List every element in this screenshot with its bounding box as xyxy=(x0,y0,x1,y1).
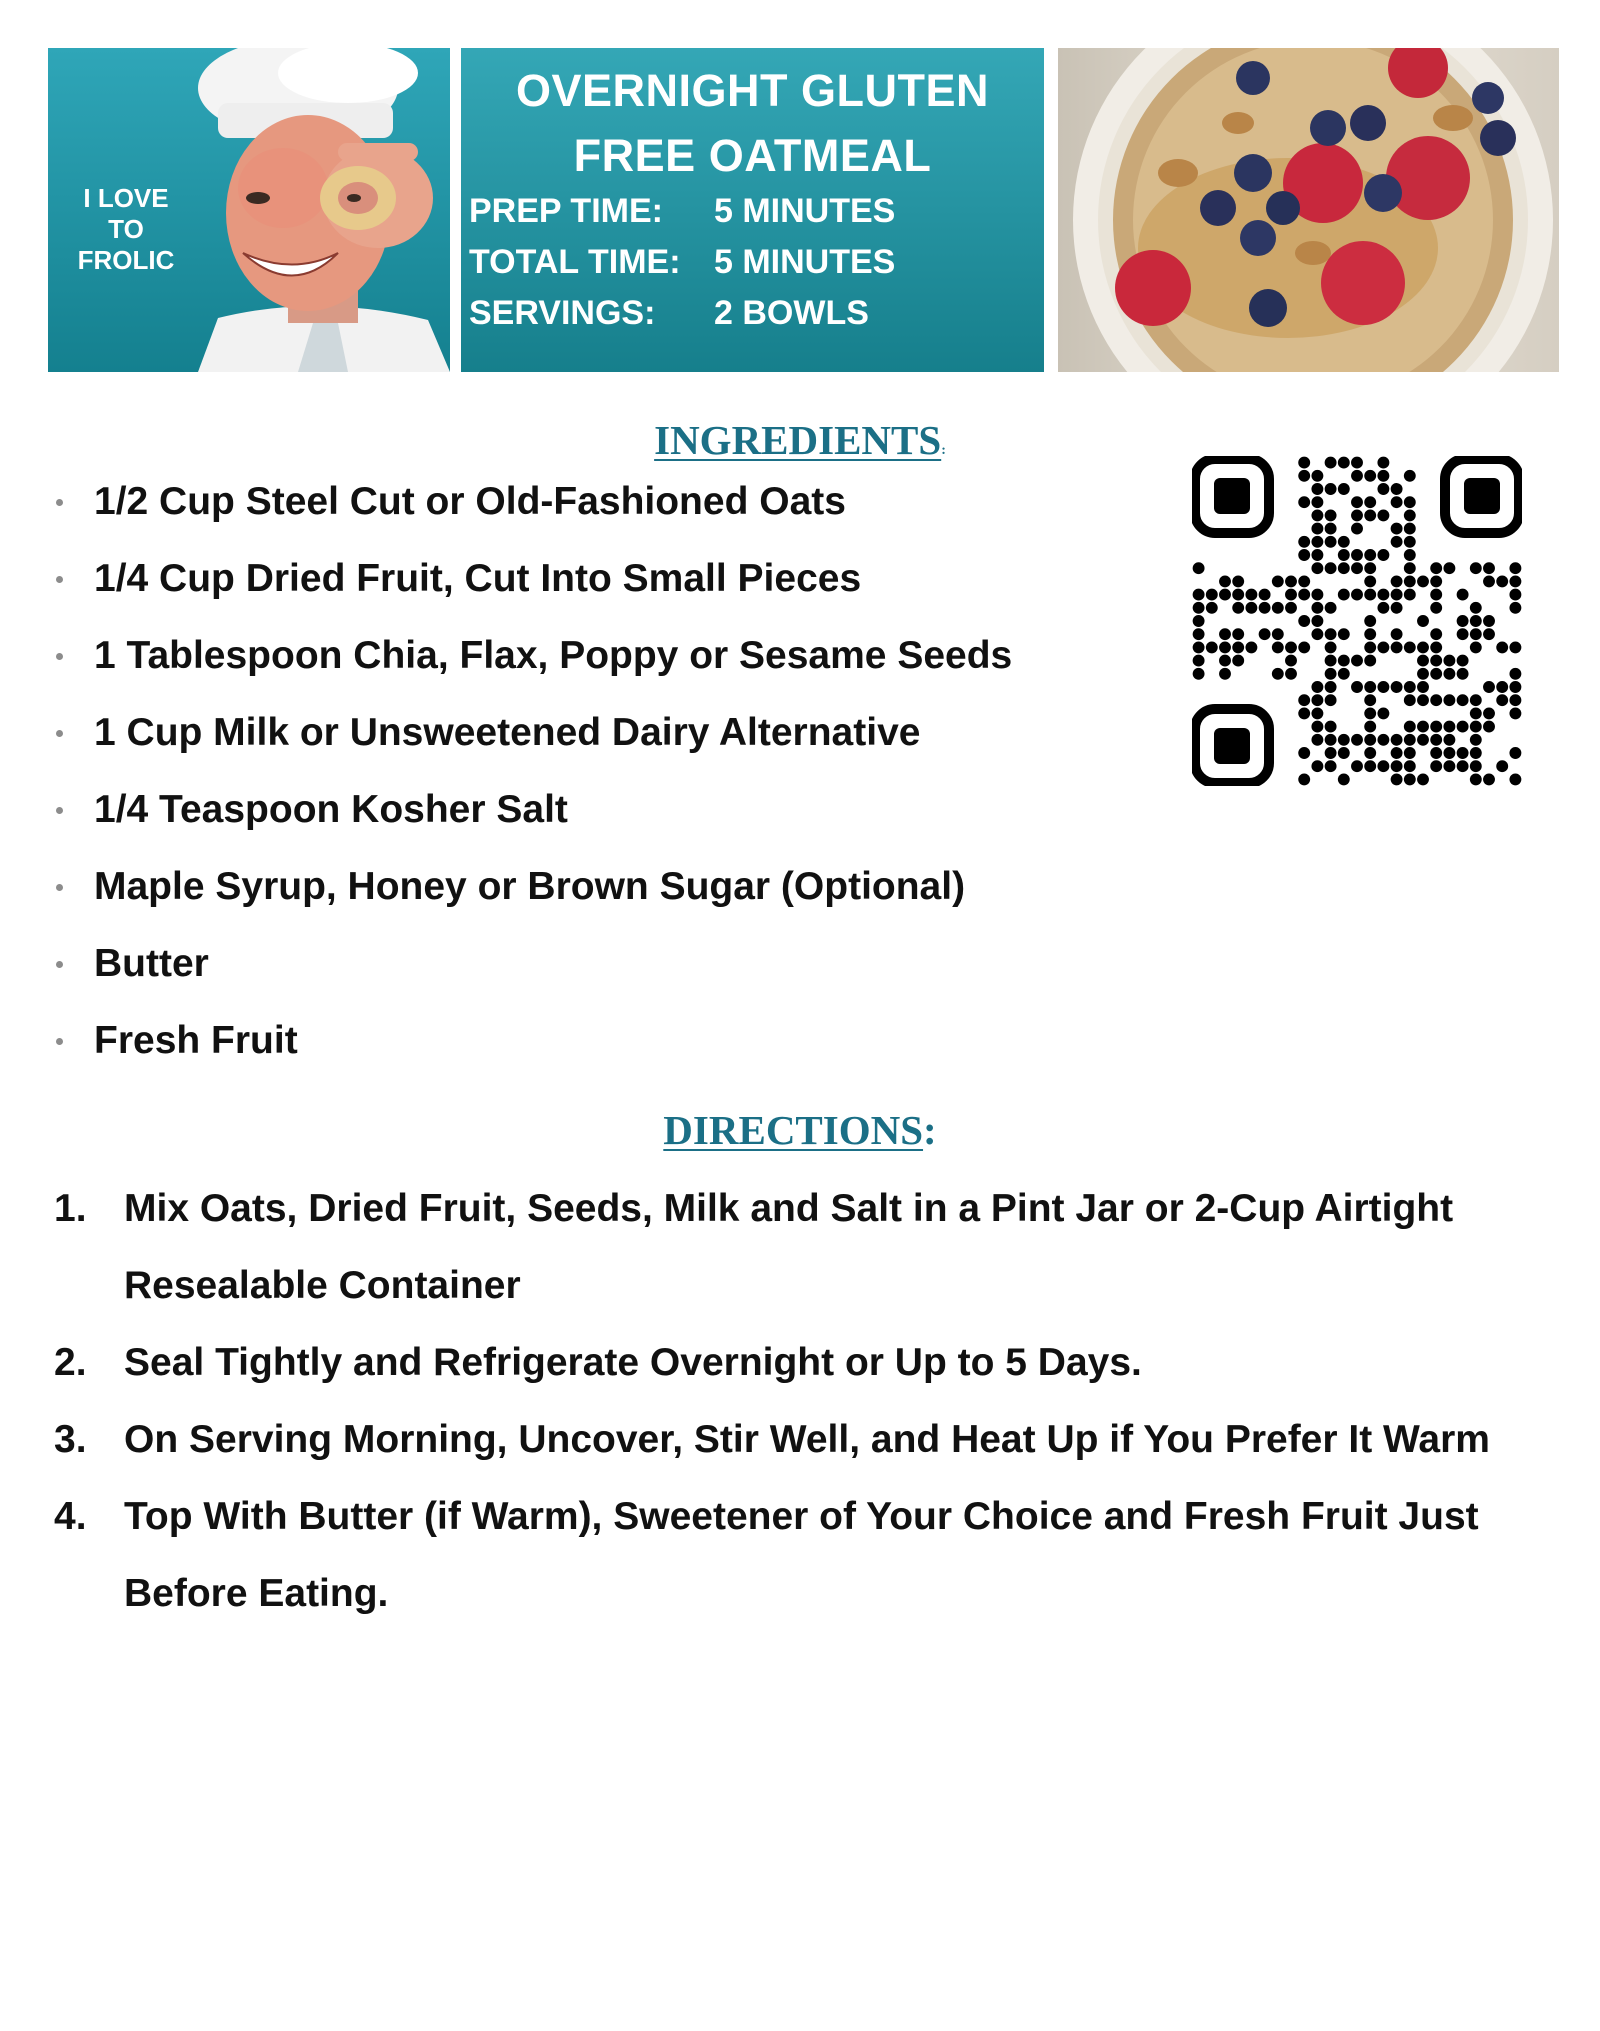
qr-module xyxy=(1496,760,1508,772)
meta-label: PREP TIME: xyxy=(469,192,663,230)
qr-module xyxy=(1364,562,1376,574)
qr-module xyxy=(1193,589,1205,601)
qr-module xyxy=(1430,655,1442,667)
direction-step xyxy=(54,1401,1554,1478)
qr-module xyxy=(1391,589,1403,601)
qr-module xyxy=(1391,523,1403,535)
qr-module xyxy=(1443,655,1455,667)
qr-module xyxy=(1417,734,1429,746)
qr-module xyxy=(1193,641,1205,653)
qr-module xyxy=(1298,457,1310,469)
qr-module xyxy=(1364,470,1376,482)
step-text: Seal Tightly and Refrigerate Overnight or Up to 5 Days. xyxy=(124,1341,1142,1384)
qr-module xyxy=(1417,721,1429,733)
qr-module xyxy=(1443,734,1455,746)
qr-module xyxy=(1351,457,1363,469)
qr-module xyxy=(1457,721,1469,733)
qr-module xyxy=(1430,562,1442,574)
qr-module xyxy=(1443,760,1455,772)
qr-module xyxy=(1430,694,1442,706)
qr-module xyxy=(1404,773,1416,785)
step-number: 4. xyxy=(54,1495,87,1538)
qr-module xyxy=(1430,575,1442,587)
qr-module xyxy=(1457,615,1469,627)
qr-module xyxy=(1311,483,1323,495)
qr-module xyxy=(1470,641,1482,653)
qr-module xyxy=(1298,707,1310,719)
qr-module xyxy=(1457,589,1469,601)
qr-module xyxy=(1377,470,1389,482)
step-text: On Serving Morning, Uncover, Stir Well, and Heat Up if You Prefer It Warm xyxy=(124,1418,1490,1461)
brand-line: I LOVE xyxy=(83,183,169,213)
qr-module xyxy=(1325,641,1337,653)
qr-module xyxy=(1470,760,1482,772)
list-item: 1 Tablespoon Chia, Flax, Poppy or Sesame Seeds xyxy=(56,624,1012,701)
qr-module xyxy=(1509,589,1521,601)
qr-module xyxy=(1245,602,1257,614)
list-item: 1/4 Teaspoon Kosher Salt xyxy=(56,778,1012,855)
qr-module xyxy=(1338,589,1350,601)
qr-module xyxy=(1272,575,1284,587)
qr-module xyxy=(1496,681,1508,693)
recipe-info-panel xyxy=(461,48,1044,372)
qr-module xyxy=(1364,628,1376,640)
recipe-title-line: OVERNIGHT GLUTEN xyxy=(515,65,989,116)
direction-step xyxy=(54,1478,1554,1632)
directions-list xyxy=(54,1170,1554,1632)
servings-row xyxy=(469,288,869,338)
qr-module xyxy=(1483,707,1495,719)
qr-module xyxy=(1364,747,1376,759)
qr-module xyxy=(1325,655,1337,667)
qr-module xyxy=(1351,562,1363,574)
qr-module xyxy=(1483,575,1495,587)
qr-module xyxy=(1483,721,1495,733)
qr-module xyxy=(1285,575,1297,587)
ingredients-heading-text: INGREDIENTS xyxy=(654,417,942,463)
qr-module xyxy=(1509,747,1521,759)
qr-module xyxy=(1298,615,1310,627)
qr-module xyxy=(1443,668,1455,680)
qr-module xyxy=(1311,562,1323,574)
qr-module xyxy=(1430,602,1442,614)
qr-module xyxy=(1325,694,1337,706)
qr-module xyxy=(1404,562,1416,574)
qr-module xyxy=(1364,641,1376,653)
qr-module xyxy=(1430,628,1442,640)
qr-module xyxy=(1430,721,1442,733)
qr-module xyxy=(1391,536,1403,548)
qr-module xyxy=(1193,655,1205,667)
qr-module xyxy=(1430,668,1442,680)
qr-module xyxy=(1404,509,1416,521)
ingredients-list xyxy=(56,470,1012,1086)
ingredients-heading-colon: : xyxy=(941,443,946,458)
qr-module xyxy=(1404,734,1416,746)
qr-module xyxy=(1311,602,1323,614)
qr-module xyxy=(1311,707,1323,719)
qr-module xyxy=(1404,681,1416,693)
directions-heading-colon: : xyxy=(923,1107,937,1153)
qr-module xyxy=(1391,747,1403,759)
qr-module xyxy=(1272,602,1284,614)
qr-module xyxy=(1364,575,1376,587)
list-item: Maple Syrup, Honey or Brown Sugar (Optional) xyxy=(56,855,1012,932)
qr-module xyxy=(1298,641,1310,653)
qr-module xyxy=(1417,655,1429,667)
qr-module xyxy=(1351,734,1363,746)
qr-module xyxy=(1325,760,1337,772)
qr-module xyxy=(1232,589,1244,601)
qr-module xyxy=(1377,509,1389,521)
qr-module xyxy=(1404,549,1416,561)
qr-module xyxy=(1417,668,1429,680)
qr-module xyxy=(1338,483,1350,495)
qr-module xyxy=(1232,575,1244,587)
qr-module xyxy=(1298,496,1310,508)
qr-module xyxy=(1404,496,1416,508)
qr-module xyxy=(1351,470,1363,482)
qr-module xyxy=(1391,575,1403,587)
qr-module xyxy=(1338,773,1350,785)
qr-module xyxy=(1272,628,1284,640)
qr-module xyxy=(1391,681,1403,693)
qr-module xyxy=(1404,747,1416,759)
step-number: 3. xyxy=(54,1418,87,1461)
qr-module xyxy=(1325,681,1337,693)
qr-module xyxy=(1364,496,1376,508)
qr-module xyxy=(1325,628,1337,640)
qr-module xyxy=(1311,615,1323,627)
qr-module xyxy=(1509,694,1521,706)
qr-module xyxy=(1430,589,1442,601)
total-time-row xyxy=(469,237,895,287)
qr-module xyxy=(1430,734,1442,746)
qr-module xyxy=(1509,575,1521,587)
qr-module xyxy=(1219,589,1231,601)
qr-module xyxy=(1391,760,1403,772)
qr-module xyxy=(1470,694,1482,706)
qr-module xyxy=(1325,602,1337,614)
qr-module xyxy=(1285,589,1297,601)
qr-module xyxy=(1232,628,1244,640)
qr-module xyxy=(1391,602,1403,614)
brand-line: TO xyxy=(108,214,144,244)
qr-module xyxy=(1338,734,1350,746)
qr-module xyxy=(1496,575,1508,587)
qr-module xyxy=(1311,734,1323,746)
qr-module xyxy=(1470,615,1482,627)
qr-module xyxy=(1338,747,1350,759)
qr-module xyxy=(1298,694,1310,706)
qr-module xyxy=(1377,641,1389,653)
qr-module xyxy=(1377,734,1389,746)
qr-module xyxy=(1417,575,1429,587)
qr-module xyxy=(1259,602,1271,614)
qr-module xyxy=(1193,628,1205,640)
direction-step xyxy=(54,1170,1554,1324)
qr-module xyxy=(1377,760,1389,772)
qr-module xyxy=(1364,681,1376,693)
meta-label: SERVINGS: xyxy=(469,294,656,332)
qr-module xyxy=(1364,655,1376,667)
qr-module xyxy=(1193,602,1205,614)
qr-module xyxy=(1470,734,1482,746)
meta-value: 5 MINUTES xyxy=(714,243,896,281)
qr-module xyxy=(1351,523,1363,535)
qr-module xyxy=(1364,707,1376,719)
qr-module xyxy=(1311,721,1323,733)
qr-module xyxy=(1219,641,1231,653)
qr-module xyxy=(1417,773,1429,785)
qr-module xyxy=(1457,694,1469,706)
qr-module xyxy=(1364,589,1376,601)
chef-photo xyxy=(188,48,450,372)
qr-module xyxy=(1311,549,1323,561)
qr-module xyxy=(1417,641,1429,653)
qr-module xyxy=(1311,536,1323,548)
meta-value: 2 BOWLS xyxy=(714,294,869,332)
qr-module xyxy=(1430,760,1442,772)
recipe-title-line: FREE OATMEAL xyxy=(573,130,932,181)
qr-module xyxy=(1325,457,1337,469)
qr-module xyxy=(1206,602,1218,614)
qr-module xyxy=(1391,496,1403,508)
qr-module xyxy=(1417,694,1429,706)
qr-module xyxy=(1364,760,1376,772)
list-item: Fresh Fruit xyxy=(56,1009,1012,1086)
qr-module xyxy=(1457,668,1469,680)
qr-module xyxy=(1364,694,1376,706)
qr-module xyxy=(1206,641,1218,653)
qr-module xyxy=(1338,536,1350,548)
qr-module xyxy=(1338,668,1350,680)
qr-module xyxy=(1509,668,1521,680)
list-item: 1/2 Cup Steel Cut or Old-Fashioned Oats xyxy=(56,470,1012,547)
qr-module xyxy=(1364,721,1376,733)
list-item: 1/4 Cup Dried Fruit, Cut Into Small Pieces xyxy=(56,547,1012,624)
qr-module xyxy=(1404,641,1416,653)
qr-module xyxy=(1311,681,1323,693)
qr-module xyxy=(1311,694,1323,706)
qr-module xyxy=(1404,575,1416,587)
qr-module xyxy=(1377,707,1389,719)
directions-heading xyxy=(0,1106,1600,1154)
qr-module xyxy=(1232,655,1244,667)
qr-module xyxy=(1417,615,1429,627)
qr-module xyxy=(1404,523,1416,535)
qr-module xyxy=(1377,589,1389,601)
brand-text xyxy=(64,183,188,276)
qr-module xyxy=(1351,589,1363,601)
direction-step xyxy=(54,1324,1554,1401)
qr-module xyxy=(1364,509,1376,521)
qr-module xyxy=(1325,536,1337,548)
step-number: 2. xyxy=(54,1341,87,1384)
qr-module xyxy=(1430,747,1442,759)
qr-module xyxy=(1377,681,1389,693)
oatmeal-photo-panel xyxy=(1058,48,1559,372)
qr-module xyxy=(1206,589,1218,601)
qr-module xyxy=(1338,655,1350,667)
qr-module xyxy=(1325,721,1337,733)
qr-module xyxy=(1232,602,1244,614)
qr-module xyxy=(1470,628,1482,640)
qr-module xyxy=(1351,496,1363,508)
qr-module xyxy=(1364,734,1376,746)
qr-module xyxy=(1404,470,1416,482)
qr-module xyxy=(1496,694,1508,706)
qr-module xyxy=(1325,747,1337,759)
qr-module xyxy=(1483,773,1495,785)
qr-module xyxy=(1285,655,1297,667)
qr-module xyxy=(1193,668,1205,680)
qr-module xyxy=(1443,694,1455,706)
qr-module xyxy=(1325,562,1337,574)
qr-module xyxy=(1470,602,1482,614)
qr-module xyxy=(1232,641,1244,653)
qr-module xyxy=(1298,536,1310,548)
qr-module xyxy=(1509,562,1521,574)
qr-module xyxy=(1311,760,1323,772)
qr-module xyxy=(1430,641,1442,653)
qr-module xyxy=(1443,747,1455,759)
qr-module xyxy=(1443,721,1455,733)
step-text: Mix Oats, Dried Fruit, Seeds, Milk and Salt in a Pint Jar or 2-Cup Airtight Resealable Container xyxy=(124,1187,1454,1307)
qr-module xyxy=(1351,760,1363,772)
qr-module xyxy=(1509,681,1521,693)
qr-module xyxy=(1298,773,1310,785)
qr-module xyxy=(1391,483,1403,495)
qr-module xyxy=(1377,457,1389,469)
qr-code[interactable] xyxy=(1192,456,1522,786)
qr-module xyxy=(1457,655,1469,667)
qr-module xyxy=(1298,575,1310,587)
qr-module xyxy=(1325,734,1337,746)
oatmeal-bowl-photo xyxy=(1058,48,1559,372)
qr-module xyxy=(1325,509,1337,521)
qr-module xyxy=(1470,721,1482,733)
qr-module xyxy=(1338,628,1350,640)
qr-module xyxy=(1298,747,1310,759)
qr-module xyxy=(1404,694,1416,706)
qr-module xyxy=(1391,641,1403,653)
qr-module xyxy=(1311,523,1323,535)
qr-module xyxy=(1457,628,1469,640)
qr-module xyxy=(1259,628,1271,640)
qr-module xyxy=(1404,536,1416,548)
qr-module xyxy=(1391,628,1403,640)
qr-module xyxy=(1298,470,1310,482)
qr-module xyxy=(1364,615,1376,627)
qr-module xyxy=(1311,496,1323,508)
qr-module xyxy=(1259,589,1271,601)
qr-module xyxy=(1338,549,1350,561)
qr-module xyxy=(1483,628,1495,640)
qr-module xyxy=(1219,668,1231,680)
step-text: Top With Butter (if Warm), Sweetener of Your Choice and Fresh Fruit Just Before Eating. xyxy=(124,1495,1479,1615)
qr-module xyxy=(1470,707,1482,719)
qr-module xyxy=(1483,681,1495,693)
qr-module xyxy=(1509,602,1521,614)
qr-module xyxy=(1325,523,1337,535)
qr-module xyxy=(1272,668,1284,680)
qr-module xyxy=(1483,562,1495,574)
recipe-title xyxy=(461,58,1044,188)
list-item: Butter xyxy=(56,932,1012,1009)
qr-module xyxy=(1219,575,1231,587)
qr-module xyxy=(1298,589,1310,601)
directions-heading-text: DIRECTIONS xyxy=(663,1107,924,1153)
prep-time-row xyxy=(469,186,895,236)
qr-module xyxy=(1483,615,1495,627)
qr-module xyxy=(1338,457,1350,469)
qr-module xyxy=(1509,641,1521,653)
qr-module xyxy=(1351,681,1363,693)
qr-module xyxy=(1311,509,1323,521)
qr-module xyxy=(1443,562,1455,574)
qr-module xyxy=(1245,641,1257,653)
qr-module xyxy=(1377,602,1389,614)
step-number: 1. xyxy=(54,1187,87,1230)
qr-module xyxy=(1470,747,1482,759)
qr-module xyxy=(1311,628,1323,640)
qr-module xyxy=(1285,602,1297,614)
qr-module xyxy=(1351,509,1363,521)
qr-module xyxy=(1193,562,1205,574)
qr-module xyxy=(1417,681,1429,693)
list-item: 1 Cup Milk or Unsweetened Dairy Alternative xyxy=(56,701,1012,778)
qr-module xyxy=(1325,668,1337,680)
qr-module xyxy=(1351,655,1363,667)
qr-module xyxy=(1351,549,1363,561)
qr-module xyxy=(1285,641,1297,653)
qr-module xyxy=(1298,549,1310,561)
qr-module xyxy=(1391,734,1403,746)
qr-module xyxy=(1219,628,1231,640)
qr-module xyxy=(1193,615,1205,627)
qr-module xyxy=(1509,773,1521,785)
qr-module xyxy=(1311,470,1323,482)
qr-module xyxy=(1377,549,1389,561)
qr-module xyxy=(1325,483,1337,495)
qr-module xyxy=(1457,760,1469,772)
qr-module xyxy=(1311,589,1323,601)
qr-module xyxy=(1272,641,1284,653)
qr-module xyxy=(1245,589,1257,601)
qr-module xyxy=(1285,668,1297,680)
qr-module xyxy=(1470,773,1482,785)
brand-line: FROLIC xyxy=(77,245,175,275)
qr-module xyxy=(1457,747,1469,759)
qr-module xyxy=(1364,549,1376,561)
qr-module xyxy=(1391,773,1403,785)
qr-module xyxy=(1377,483,1389,495)
qr-module xyxy=(1404,760,1416,772)
qr-module xyxy=(1509,707,1521,719)
chef-photo-panel xyxy=(48,48,450,372)
qr-module xyxy=(1404,721,1416,733)
qr-module xyxy=(1404,589,1416,601)
meta-value: 5 MINUTES xyxy=(714,192,896,230)
qr-module xyxy=(1470,562,1482,574)
qr-module xyxy=(1338,562,1350,574)
qr-module xyxy=(1496,641,1508,653)
qr-module xyxy=(1219,655,1231,667)
meta-label: TOTAL TIME: xyxy=(469,243,681,281)
